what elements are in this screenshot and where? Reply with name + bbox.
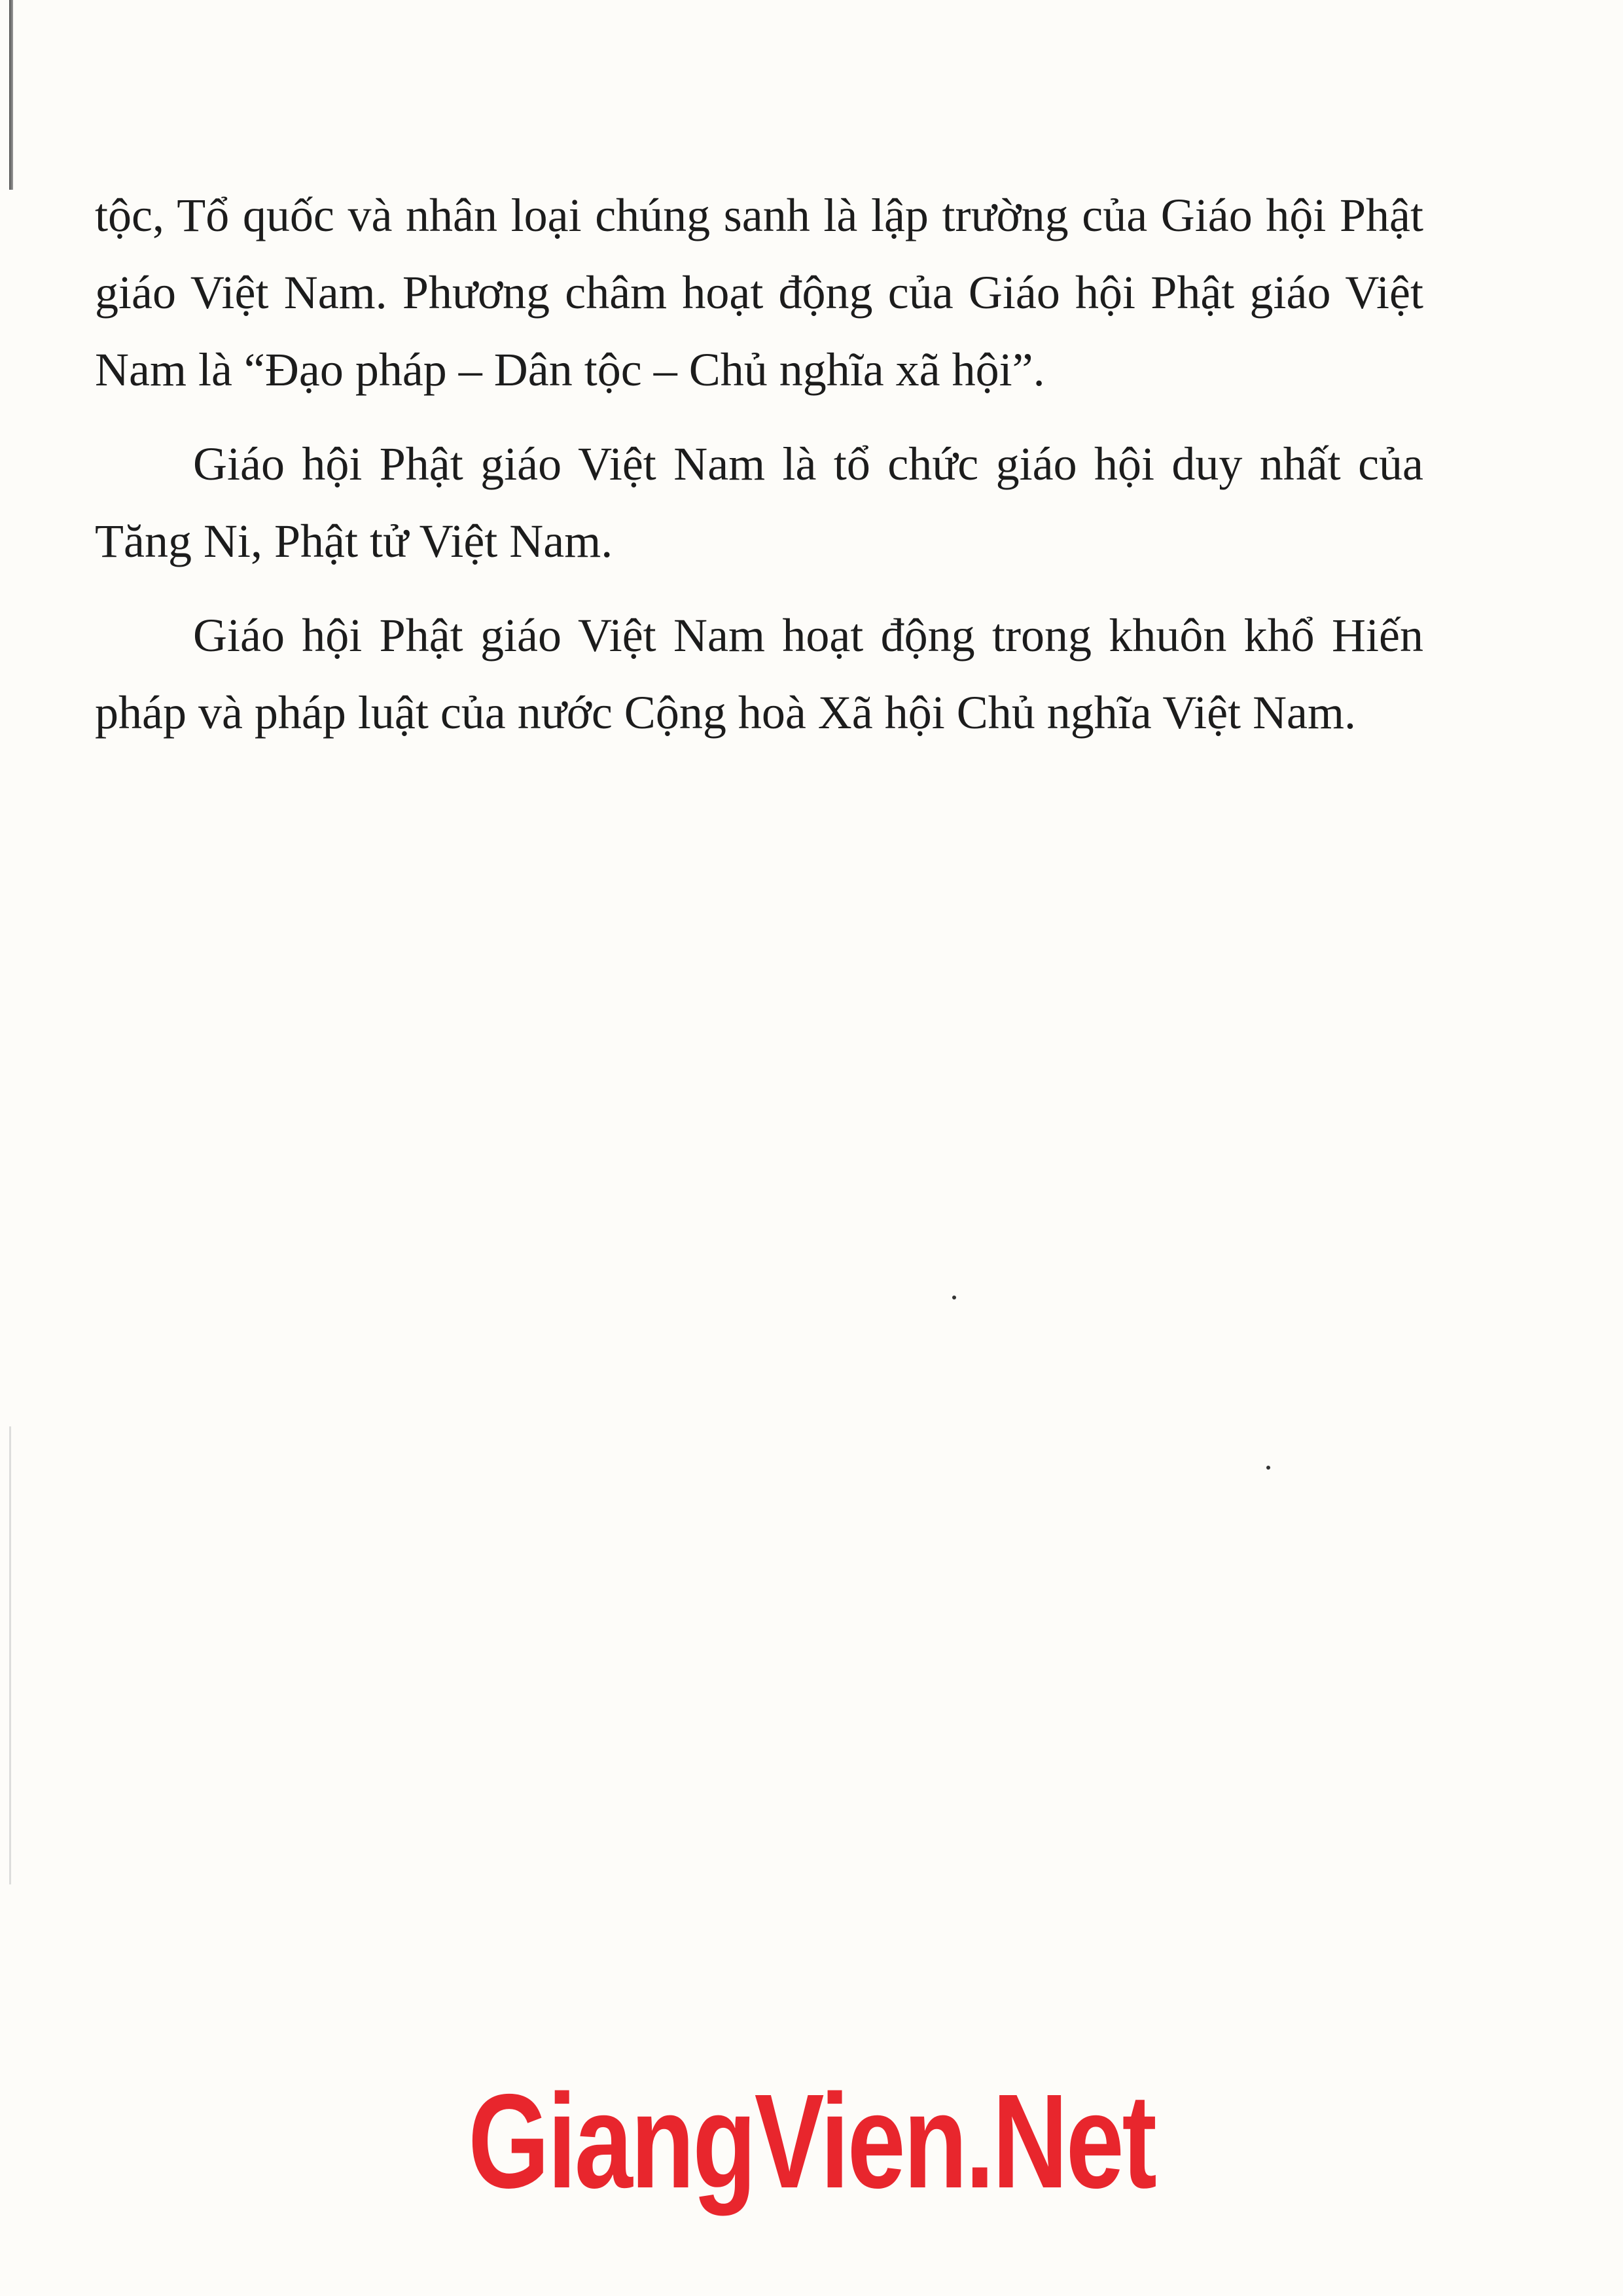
page-binding-edge: [9, 0, 13, 190]
speck-2: [1266, 1466, 1270, 1470]
speck-1: [952, 1296, 956, 1299]
watermark-logo: GiangVien.Net: [468, 2066, 1155, 2216]
paragraph-2: Giáo hội Phật giáo Việt Nam là tổ chức giáo hội duy nhất của Tăng Ni, Phật tử Việt Nam.: [95, 438, 1423, 567]
page-body-text: [95, 177, 1423, 768]
page-binding-edge-lower: [9, 1426, 11, 1884]
paragraph-3: Giáo hội Phật giáo Việt Nam hoạt động trong khuôn khổ Hiến pháp và pháp luật của nước Cộng hoà Xã hội Chủ nghĩa Việt Nam.: [95, 609, 1423, 739]
paragraph-1: tộc, Tổ quốc và nhân loại chúng sanh là lập trường của Giáo hội Phật giáo Việt Nam. Phương châm hoạt động của Giáo hội Phật giáo Việt Nam là “Đạo pháp – Dân tộc – Chủ nghĩa xã hội”.: [95, 189, 1423, 396]
